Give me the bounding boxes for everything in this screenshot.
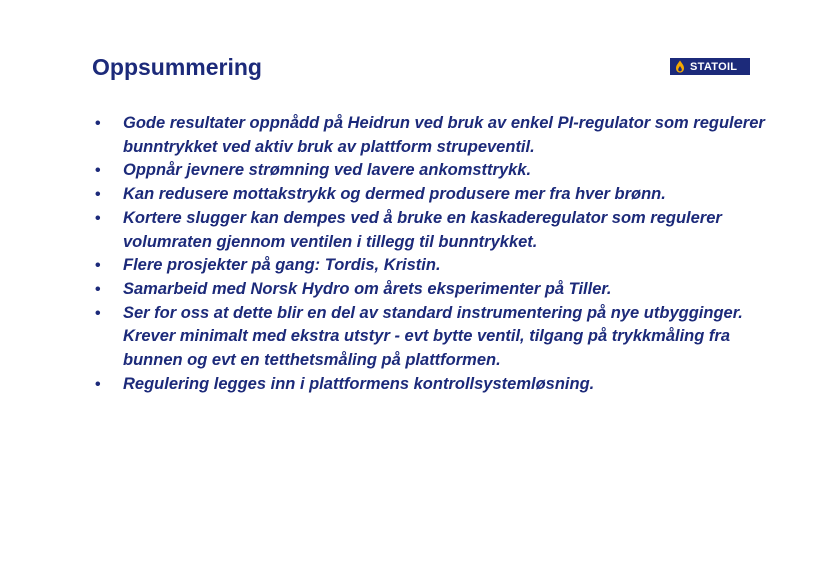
bullet-icon: • [95, 280, 101, 298]
bullet-text: Kortere slugger kan dempes ved å bruke en kaskaderegulator som regulerer volumraten gjennom ventilen i tillegg til bunntrykket. [123, 208, 722, 251]
bullet-item [92, 159, 792, 183]
bullet-icon: • [95, 209, 101, 227]
bullet-item [92, 183, 792, 207]
bullet-icon: • [95, 257, 101, 275]
bullet-icon: • [95, 162, 101, 180]
bullet-item [92, 207, 792, 254]
bullet-icon: • [95, 304, 101, 322]
bullet-text: Ser for oss at dette blir en del av standard instrumentering på nye utbygginger. Krever minimalt med ekstra utstyr - evt bytte ventil, tilgang på trykkmåling fra bunnen og evt en tetthetsmåling på plattformen. [123, 303, 743, 370]
bullet-text: Samarbeid med Norsk Hydro om årets eksperimenter på Tiller. [123, 279, 612, 298]
bullet-list [92, 112, 792, 396]
logo-text: STATOIL [690, 60, 738, 73]
bullet-text: Oppnår jevnere strømning ved lavere ankomsttrykk. [123, 161, 532, 180]
bullet-icon: • [95, 115, 101, 132]
bullet-text: Regulering legges inn i plattformens kontrollsystemløsning. [123, 374, 595, 393]
bullet-text: Gode resultater oppnådd på Heidrun ved bruk av enkel PI-regulator som regulerer bunntrykket ved aktiv bruk av plattform strupeventil. [123, 114, 765, 156]
bullet-text: Flere prosjekter på gang: Tordis, Kristin. [123, 256, 441, 275]
bullet-icon: • [95, 186, 101, 204]
bullet-text: Kan redusere mottakstrykk og dermed produsere mer fra hver brønn. [123, 185, 666, 204]
slide-title: Oppsummering [92, 54, 262, 80]
bullet-icon: • [95, 375, 101, 393]
statoil-flame-icon [675, 60, 685, 73]
bullet-item [92, 112, 792, 159]
bullet-item [92, 278, 792, 302]
bullet-item [92, 373, 792, 397]
statoil-logo [670, 58, 750, 75]
bullet-item [92, 302, 792, 373]
bullet-item [92, 254, 792, 278]
